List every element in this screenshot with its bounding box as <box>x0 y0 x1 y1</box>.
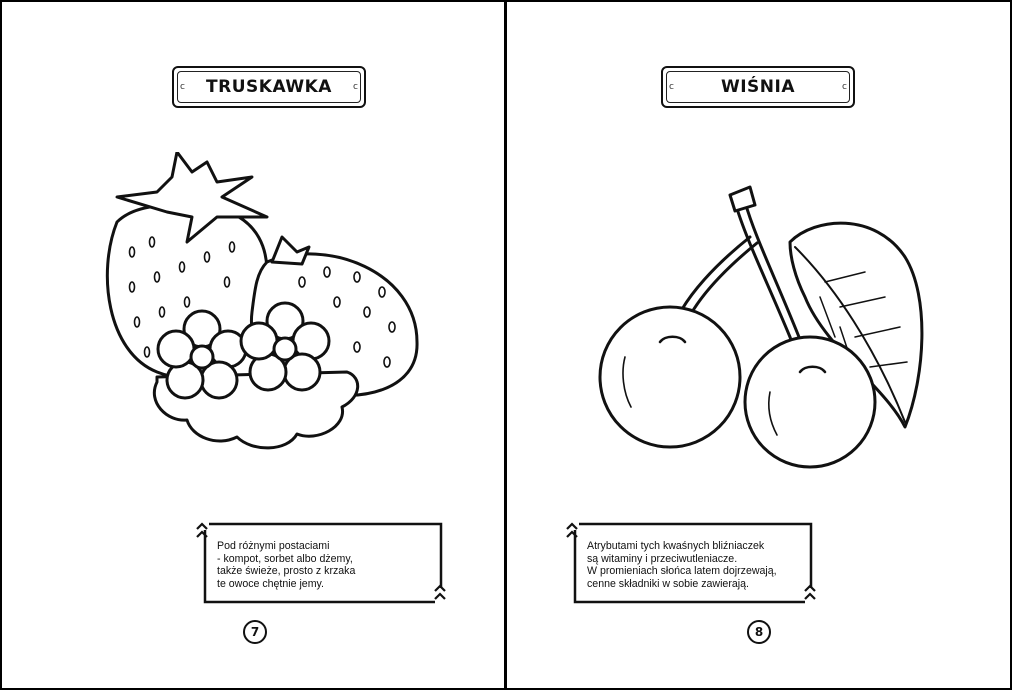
chevron-up-icon <box>565 520 579 542</box>
caption-box <box>199 520 447 606</box>
chevron-up-icon <box>433 582 447 604</box>
strawberry-icon <box>97 152 427 472</box>
caption-line: Pod różnymi postaciami <box>217 540 330 552</box>
caption-text <box>587 540 777 590</box>
plate-ornament-icon: c <box>669 82 674 92</box>
caption-box <box>569 520 817 606</box>
cherry-icon <box>585 177 935 477</box>
plate-ornament-icon: c <box>180 82 185 92</box>
page-title: TRUSKAWKA <box>206 77 332 97</box>
chevron-up-icon <box>803 582 817 604</box>
chevron-up-icon <box>195 520 209 542</box>
caption-line: cenne składniki w sobie zawierają. <box>587 577 749 590</box>
plate-ornament-icon: c <box>842 82 847 92</box>
caption-line: te owoce chętnie jemy. <box>217 577 324 590</box>
caption-line: Atrybutami tych kwaśnych bliźniaczek <box>587 540 765 552</box>
plate-ornament-icon: c <box>353 82 358 92</box>
caption-line: - kompot, sorbet albo dżemy, <box>217 552 353 565</box>
page-title: WIŚNIA <box>720 77 796 97</box>
page-number: 8 <box>747 620 771 644</box>
title-plate <box>661 66 855 108</box>
right-page <box>505 0 1012 690</box>
title-plate <box>172 66 366 108</box>
left-page <box>0 0 506 690</box>
caption-line: W promieniach słońca latem dojrzewają, <box>587 565 777 578</box>
caption-line: są witaminy i przeciwutleniacze. <box>587 552 738 565</box>
caption-text <box>217 540 355 590</box>
page-number: 7 <box>243 620 267 644</box>
caption-line: także świeże, prosto z krzaka <box>217 565 356 578</box>
